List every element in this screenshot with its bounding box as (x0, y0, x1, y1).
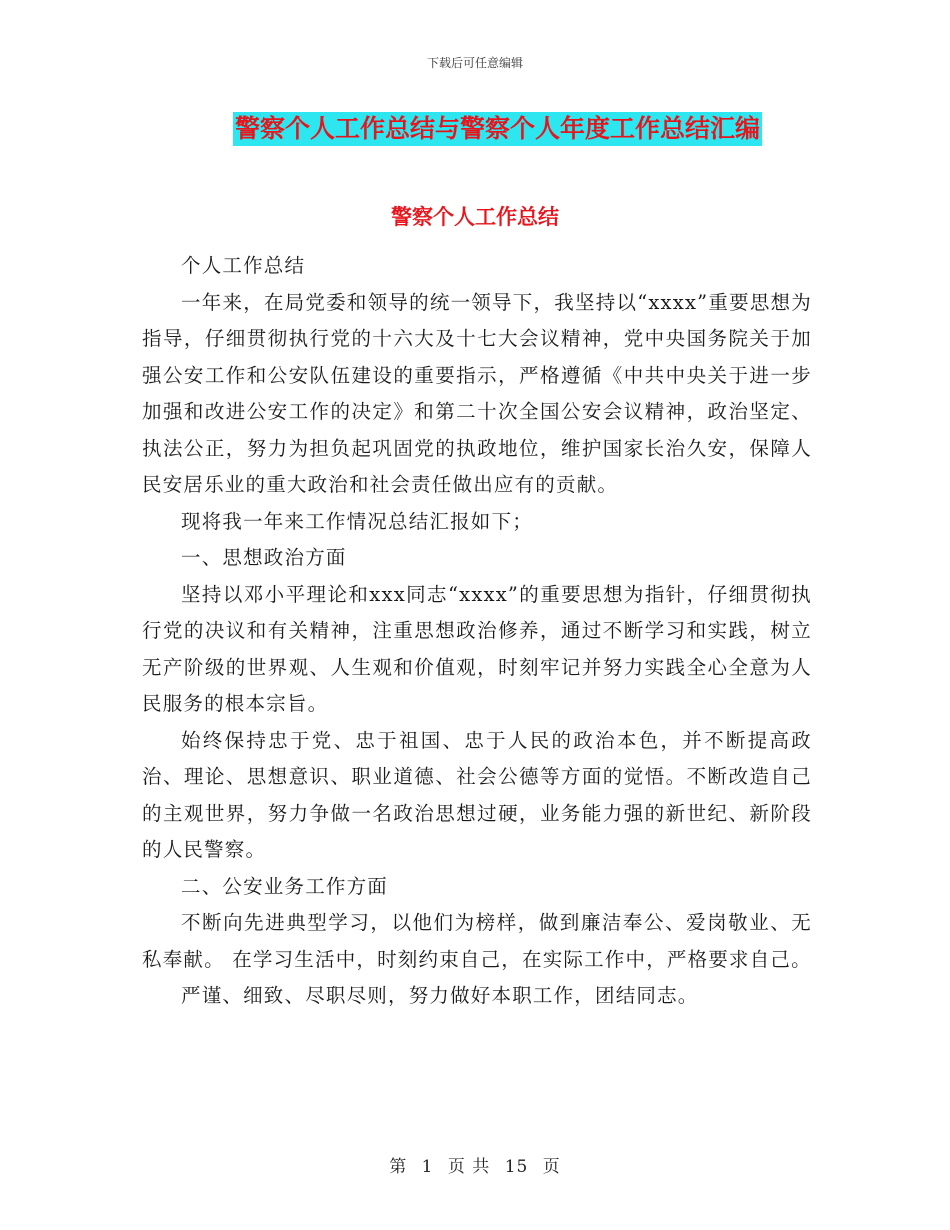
section-title: 警察个人工作总结 (391, 205, 559, 229)
paragraph: 一、思想政治方面 (181, 546, 347, 569)
paragraph: 坚持以邓小平理论和xxx同志“xxxx”的重要思想为指针，仔细贯彻执行党的决议和有关精神，注重思想政治修养，通过不断学习和实践，树立无产阶级的世界观、人生观和价值观，时刻牢记并努力实践全心全意为人民服务的根本宗旨。 (142, 582, 812, 715)
footer-suffix: 页 (542, 1157, 561, 1177)
paragraph: 一年来，在局党委和领导的统一领导下，我坚持以“xxxx”重要思想为指导，仔细贯彻执行党的十六大及十七大会议精神，党中央国务院关于加强公安工作和公安队伍建设的重要指示，严格遵循《中共中央关于进一步加强和改进公安工作的决定》和第二十次全国公安会议精神，政治坚定、执法公正，努力为担负起巩固党的执政地位，维护国家长治久安，保障人民安居乐业的重大政治和社会责任做出应有的贡献。 (142, 290, 812, 496)
paragraph: 始终保持忠于党、忠于祖国、忠于人民的政治本色，并不断提高政治、理论、思想意识、职业道德、社会公德等方面的觉悟。不断改造自己的主观世界，努力争做一名政治思想过硬，业务能力强的新世纪、新阶段的人民警察。 (142, 728, 812, 861)
paragraph: 严谨、细致、尽职尽则，努力做好本职工作，团结同志。 (181, 984, 699, 1007)
page-footer (0, 1152, 950, 1177)
footer-middle: 页 共 (447, 1157, 491, 1177)
page-number: 1 (421, 1157, 434, 1177)
paragraph: 现将我一年来工作情况总结汇报如下； (181, 509, 533, 533)
body-text (142, 248, 812, 1015)
main-title-container (0, 112, 950, 146)
total-pages: 15 (504, 1157, 529, 1177)
header-note: 下载后可任意编辑 (426, 56, 523, 70)
main-title: 警察个人工作总结与警察个人年度工作总结汇编 (233, 112, 762, 146)
paragraph: 二、公安业务工作方面 (181, 874, 389, 898)
footer-prefix: 第 (389, 1157, 408, 1177)
paragraph: 个人工作总结 (181, 254, 306, 277)
paragraph: 不断向先进典型学习，以他们为榜样，做到廉洁奉公、爱岗敬业、无私奉献。 在学习生活中，时刻约束自己，在实际工作中，严格要求自己。 (142, 911, 812, 971)
